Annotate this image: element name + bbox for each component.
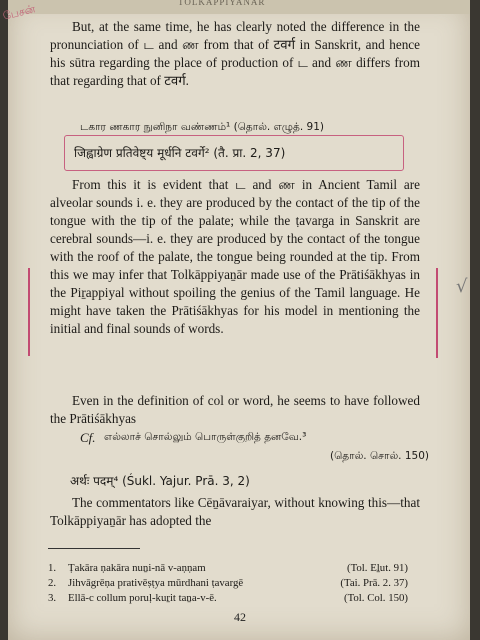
- footnote-number: 1.: [48, 562, 57, 574]
- paragraph-4-text: The commentators like Cēṉāvaraiyar, without knowing this—that Tolkāppiyaṉār has adopted the: [50, 495, 420, 528]
- footnote-1: [48, 562, 408, 577]
- footnote-text: Ṭakāra ṇakāra nuṉi-nā v-aṇṇam: [68, 562, 206, 574]
- margin-mark-right: [436, 268, 438, 358]
- footnote-rule: [48, 548, 140, 549]
- footnote-number: 2.: [48, 577, 57, 589]
- footnote-text: Jihvāgrēṇa prativēṣṭya mūrdhani ṭavargē: [68, 577, 244, 589]
- book-page: [1, 0, 470, 640]
- footnote-ref: (Tol. Eḻut. 91): [346, 562, 408, 574]
- footnote-number: 3.: [48, 592, 57, 604]
- page-number: 42: [234, 610, 246, 624]
- paragraph-2-text: From this it is evident that ட and ண in Ancient Tamil are alveolar sounds i. e. they are produced by the contact of the tip of the tongue with the tip of the palate; while the ṭavarga in Sanskrit are cerebral sounds—i. e. they are produced by the contact of the tongue with the roof of the palate, the tongue being rounded at the tip. From this we may infer that Tolkāppiyaṉār made use of the Prātiśākhyas in the Piṟappiyal without spoiling the genius of the Tamil language. He might have taken the Prātiśākhyas for his model in mentioning the initial and final sounds of words.: [50, 177, 420, 336]
- footnote-ref: (Tol. Col. 150): [343, 592, 408, 604]
- sanskrit-quote: जिह्वाग्रेण प्रतिवेष्ट्य मूर्धनि टवर्गे² (तै. प्रा. 2, 37): [74, 146, 286, 160]
- paragraph-3: [50, 392, 420, 428]
- margin-note: √: [456, 276, 468, 297]
- artha-padam: अर्थः पदम्⁴ (Śukl. Yajur. Prā. 3, 2): [70, 474, 250, 488]
- running-header: [8, 0, 470, 14]
- tamil-quote: டகார ணகார நுனிநா வண்ணம்¹ (தொல். எழுத். 91): [80, 121, 324, 133]
- footnote-text: Ellā-c collum poruḷ-kuṟit taṉa-v-ē.: [68, 592, 217, 604]
- cf-label: Cf.: [80, 430, 96, 445]
- paragraph-2: [50, 176, 420, 338]
- cf-tamil: எல்லாச் சொல்லும் பொருள்குறித் தனவே.³: [104, 431, 307, 443]
- margin-scribble: பேசன்: [1, 2, 37, 23]
- running-title: TOLKAPPIYANAR: [178, 0, 266, 7]
- paragraph-1-text: But, at the same time, he has clearly noted the difference in the pronunciation of ட and ண from that of टवर्ग in Sanskrit, and hence his sūtra regarding the place of production of ட and ண differs from that regarding that of टवर्ग.: [50, 19, 420, 88]
- footnotes: [48, 562, 408, 607]
- cf-reference: (தொல். சொல். 150): [330, 450, 429, 462]
- paragraph-1: [50, 18, 420, 90]
- paragraph-4: [50, 494, 420, 530]
- footnote-2: [48, 577, 408, 592]
- footnote-3: [48, 592, 408, 607]
- paragraph-3-text: Even in the definition of col or word, he seems to have followed the Prātiśākhyas: [50, 393, 420, 426]
- margin-mark-left: [28, 268, 30, 356]
- footnote-ref: (Tai. Prā. 2. 37): [340, 577, 408, 589]
